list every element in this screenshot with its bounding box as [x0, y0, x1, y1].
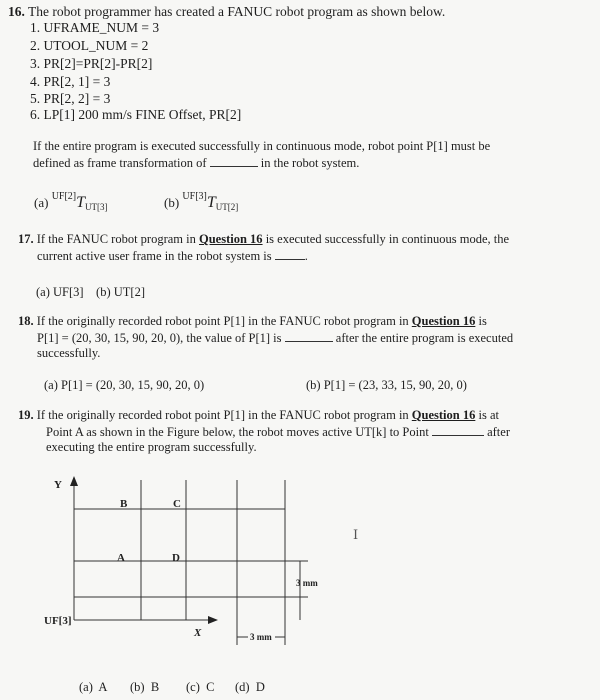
- point-label-a: A: [117, 552, 125, 564]
- q18-line1: [18, 314, 487, 329]
- frame-label: UF[3]: [44, 615, 72, 627]
- q18-question-ref: Question 16: [411, 314, 476, 328]
- q18-answer-blank: [285, 330, 333, 342]
- q17-line1: [18, 232, 509, 247]
- q18-option-b: (b) P[1] = (23, 33, 15, 90, 20, 0): [306, 378, 467, 392]
- q19-line2-b: after: [487, 425, 510, 439]
- q16-option-b-label: (b): [164, 195, 180, 210]
- dim-horizontal-label: 3 mm: [250, 632, 272, 642]
- q19-line2-a: Point A as shown in the Figure below, the robot moves active UT[k] to Point: [46, 425, 429, 439]
- q16-prompt: [8, 4, 445, 20]
- q16-program-line-4: 4. PR[2, 1] = 3: [30, 74, 111, 89]
- q16-question-line2-b: in the robot system.: [260, 156, 360, 170]
- q19-line1: [18, 408, 499, 423]
- q19-number: 19.: [18, 408, 34, 422]
- q16-answer-blank: [210, 155, 258, 167]
- q16-option-a-label: (a): [34, 195, 49, 210]
- text-cursor-icon: I: [353, 528, 359, 543]
- q17-line1-b: is executed successfully in continuous mode, the: [265, 232, 510, 246]
- q17-number: 17.: [18, 232, 34, 246]
- x-axis-label: X: [194, 627, 202, 639]
- q16-prompt-text: The robot programmer has created a FANUC robot program as shown below.: [28, 4, 446, 19]
- q16-program-line-5: 5. PR[2, 2] = 3: [30, 91, 111, 106]
- q18-line2-b: after the entire program is executed: [335, 331, 514, 345]
- q18-line2-a: P[1] = (20, 30, 15, 90, 20, 0), the value of P[1] is: [37, 331, 282, 345]
- point-label-d: D: [172, 552, 180, 564]
- y-axis-arrowhead: [70, 476, 78, 486]
- q18-number: 18.: [18, 314, 34, 328]
- q17-question-ref: Question 16: [199, 232, 263, 246]
- q16-program-line-1: 1. UFRAME_NUM = 3: [30, 20, 160, 35]
- q16-question-line2-a: defined as frame transformation of: [33, 156, 207, 170]
- q19-line1-a: If the originally recorded robot point P[1] in the FANUC robot program in: [36, 408, 409, 422]
- q16-option-b-transform: T: [206, 194, 216, 211]
- q17-line1-a: If the FANUC robot program in: [36, 232, 196, 246]
- q16-option-a: [34, 191, 108, 212]
- q16-option-a-transform: T: [76, 194, 86, 211]
- q19-question-ref: Question 16: [411, 408, 476, 422]
- q19-line2: [46, 424, 510, 440]
- q18-line2: [37, 330, 513, 346]
- q17-line2-text: current active user frame in the robot system is: [37, 249, 272, 263]
- q16-program-line-2: 2. UTOOL_NUM = 2: [30, 38, 149, 53]
- q18-option-a: (a) P[1] = (20, 30, 15, 90, 20, 0): [44, 378, 205, 392]
- q19-option-b: (b) B: [130, 680, 160, 694]
- q16-option-b-subscript: UT[2]: [215, 202, 239, 212]
- q18-line1-b: is: [478, 314, 487, 328]
- q17-line2-end: .: [304, 249, 308, 263]
- q19-option-d: (d) D: [235, 680, 265, 694]
- q16-option-a-superscript: UF[2]: [51, 191, 77, 202]
- point-label-c: C: [173, 498, 181, 510]
- q16-question-line1: If the entire program is executed successfully in continuous mode, robot point P[1] must be: [33, 139, 491, 153]
- q16-option-a-subscript: UT[3]: [85, 202, 108, 212]
- q19-option-c: (c) C: [186, 680, 215, 694]
- q17-line2: [37, 248, 308, 264]
- q17-answer-blank: [275, 248, 305, 260]
- x-axis-arrowhead: [208, 616, 218, 624]
- q19-answer-blank: [432, 424, 484, 436]
- q16-option-b-superscript: UF[3]: [182, 191, 207, 202]
- dim-vertical-label: 3 mm: [296, 578, 318, 588]
- point-label-b: B: [120, 498, 128, 510]
- q18-line1-a: If the originally recorded robot point P[1] in the FANUC robot program in: [36, 314, 409, 328]
- q18-line3: successfully.: [37, 346, 101, 360]
- q16-question-line2: [33, 155, 359, 171]
- q19-option-a: (a) A: [79, 680, 108, 694]
- q16-number: 16.: [8, 4, 25, 19]
- q17-options: (a) UF[3] (b) UT[2]: [36, 285, 145, 299]
- q19-line3: executing the entire program successfully.: [46, 440, 257, 454]
- frame-diagram: [30, 470, 320, 650]
- y-axis-label: Y: [54, 479, 62, 491]
- q16-program-line-6: 6. LP[1] 200 mm/s FINE Offset, PR[2]: [30, 107, 242, 122]
- q19-line1-b: is at: [478, 408, 499, 422]
- q16-program-line-3: 3. PR[2]=PR[2]-PR[2]: [30, 56, 153, 71]
- q16-option-b: [164, 191, 239, 212]
